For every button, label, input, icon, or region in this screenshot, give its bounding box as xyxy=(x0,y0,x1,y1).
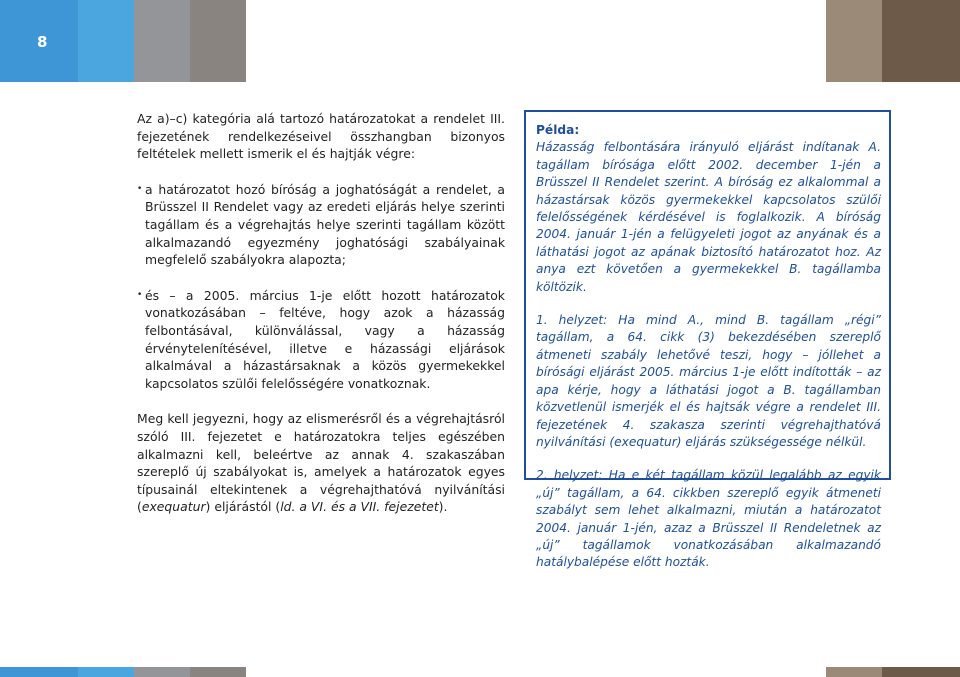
page-number: 8 xyxy=(37,33,48,51)
condition-item: • és – a 2005. március 1-je előtt hozott határozatok vonatkozásában – feltéve, hogy azok a házasság felbontásával, különválással, vagy a házasság érvénytelenítésével, illetve e házassági eljárások alkalmával a házastársaknak a közös gyermekekkel kapcsolatos szülői felelősségére vonatkoznak. xyxy=(137,287,505,393)
example-case-2: 2. helyzet: Ha e két tagállam közül legalább az egyik „új” tagállam, a 64. cikkben szereplő egyik átmeneti szabályt sem lehet alkalmazni, miután a határozatot 2004. január 1-jén, azaz a Brüsszel II Rendeletnek az „új” tagállamok vonatkozásában alkalmazandó hatálybalépése előtt hozták. xyxy=(536,468,881,570)
main-text-column xyxy=(137,110,505,516)
band-gap xyxy=(246,0,826,82)
footer-gap xyxy=(246,667,826,677)
band-segment-light-blue xyxy=(78,0,134,82)
condition-list xyxy=(137,181,505,269)
footer-segment-brown xyxy=(882,667,960,677)
note-paragraph xyxy=(137,410,505,516)
header-color-band xyxy=(0,0,960,82)
note-text-end: ). xyxy=(438,499,448,515)
note-reference: ld. a VI. és a VII. fejezetet xyxy=(280,499,439,515)
footer-segment-taupe xyxy=(826,667,882,677)
note-exequatur: exequatur xyxy=(141,499,206,515)
condition-list-2 xyxy=(137,287,505,393)
example-label: Példa: xyxy=(536,123,580,137)
band-segment-taupe xyxy=(826,0,882,82)
footer-segment-grey xyxy=(134,667,190,677)
band-segment-grey xyxy=(134,0,190,82)
intro-paragraph: Az a)–c) kategória alá tartozó határozatokat a rendelet III. fejezetének rendelkezéseivel összhangban bizonyos feltételek mellett ismerik el és hajtják végre: xyxy=(137,111,505,162)
band-segment-brown xyxy=(882,0,960,82)
footer-segment-blue xyxy=(0,667,78,677)
footer-segment-dark-grey xyxy=(190,667,246,677)
note-text-mid: ) eljárástól ( xyxy=(205,499,281,515)
note-text: Meg kell jegyezni, hogy az elismerésről és a végrehajtásról szóló III. fejezetet e határozatokra teljes egészében alkalmazni kell, beleértve az annak 4. szakaszában szereplő új szabályokat is, amelyek a határozatok egyes típusainál eltekintenek a végrehajthatóvá nyilvánítási ( xyxy=(137,411,505,515)
example-case-1: 1. helyzet: Ha mind A., mind B. tagállam „régi” tagállam, a 64. cikk (3) bekezdésében szereplő átmeneti szabály lehetővé teszi, hogy – jóllehet a bírósági eljárást 2005. március 1-je előtt indították – az apa kérje, hogy a láthatási jogot a B. tagállamban közvetlenül ismerjék el és hajtsák végre a rendelet III. fejezetének 4. szakasza szerinti végrehajthatóvá nyilvánítási (exequatur) eljárás szükségessége nélkül. xyxy=(536,313,881,449)
condition-item: • a határozatot hozó bíróság a joghatóságát a rendelet, a Brüsszel II Rendelet vagy az eredeti eljárás helye szerinti tagállam és a végrehajtás helye szerinti tagállam között alkalmazandó egyezmény joghatósági szabályainak megfelelő szabályokra alapozta; xyxy=(137,181,505,269)
example-box xyxy=(524,110,891,570)
footer-segment-light-blue xyxy=(78,667,134,677)
footer-color-band xyxy=(0,667,960,677)
band-segment-dark-grey xyxy=(190,0,246,82)
example-intro: Házasság felbontására irányuló eljárást indítanak A. tagállam bírósága előtt 2002. december 1-jén a Brüsszel II Rendelet szerint. A bíróság ez alkalommal a házastársak közös gyermekekkel kapcsolatos szülői felelősségének kérdésével is foglalkozik. A bíróság 2004. január 1-jén a felügyeleti jogot az anyának és a láthatási jogot az apának biztosító határozatot hoz. Az anya ezt követően a gyermekekkel B. tagállamba költözik. xyxy=(536,140,881,294)
